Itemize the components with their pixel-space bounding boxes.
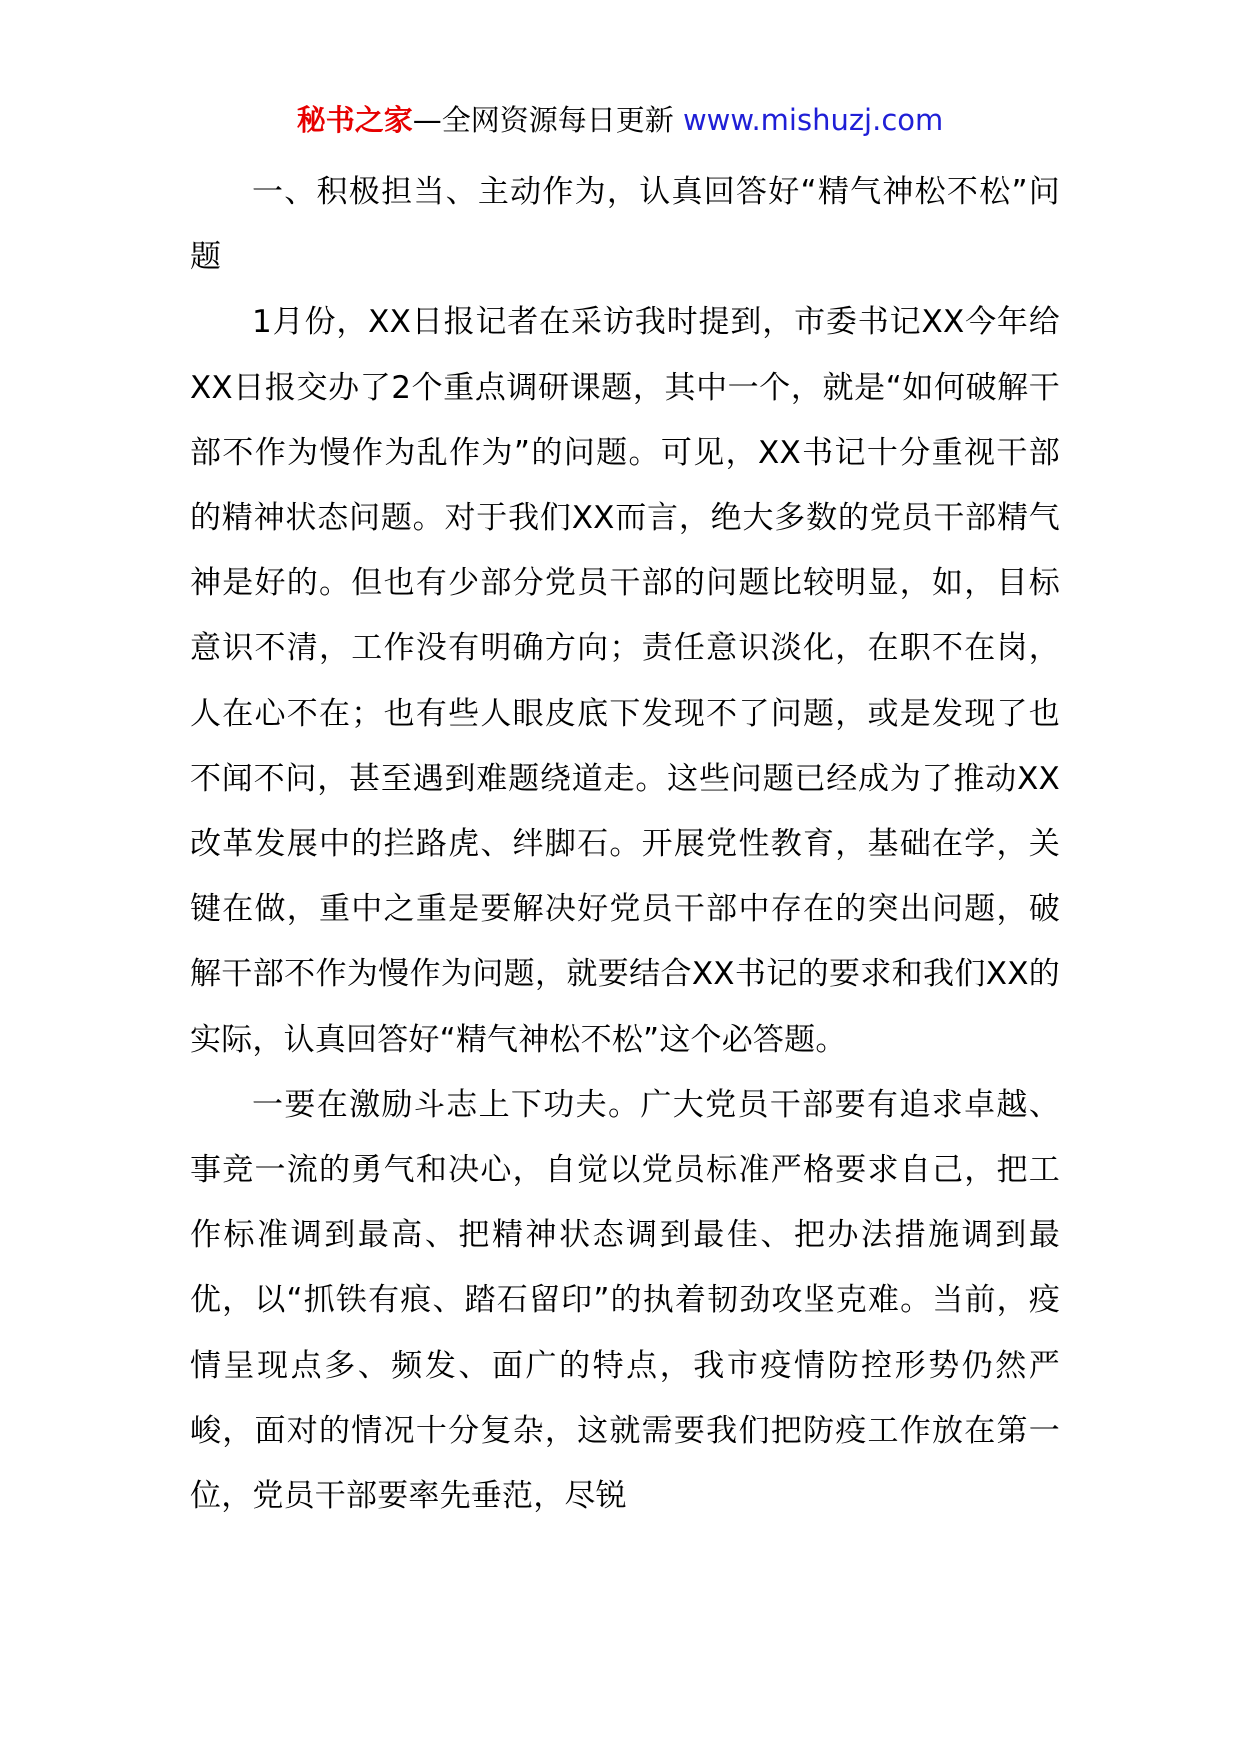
section-heading: 一、积极担当、主动作为，认真回答好“精气神松不松”问题 (190, 174, 1060, 276)
brand-name: 秘书之家 (296, 103, 413, 137)
header-slogan: —全网资源每日更新 (412, 103, 674, 137)
body-paragraph: 一要在激励斗志上下功夫。广大党员干部要有追求卓越、事竞一流的勇气和决心，自觉以党员标准严格要求自己，把工作标准调到最高、把精神状态调到最佳、把办法措施调到最优，以“抓铁有痕、踏石留印”的执着韧劲攻坚克难。当前，疫情呈现点多、频发、面广的特点，我市疫情防控形势仍然严峻，面对的情况十分复杂，这就需要我们把防疫工作放在第一位，党员干部要率先垂范，尽锐 (190, 1086, 1060, 1515)
page-header (0, 100, 1240, 140)
website-link[interactable]: www.mishuzj.com (682, 103, 944, 137)
document-body (190, 160, 1060, 1529)
body-paragraph: 1月份，XX日报记者在采访我时提到，市委书记XX今年给XX日报交办了2个重点调研课题，其中一个，就是“如何破解干部不作为慢作为乱作为”的问题。可见，XX书记十分重视干部的精神状态问题。对于我们XX而言，绝大多数的党员干部精气神是好的。但也有少部分党员干部的问题比较明显，如，目标意识不清，工作没有明确方向；责任意识淡化，在职不在岗，人在心不在；也有些人眼皮底下发现不了问题，或是发现了也不闻不问，甚至遇到难题绕道走。这些问题已经成为了推动XX改革发展中的拦路虎、绊脚石。开展党性教育，基础在学，关键在做，重中之重是要解决好党员干部中存在的突出问题，破解干部不作为慢作为问题，就要结合XX书记的要求和我们XX的实际，认真回答好“精气神松不松”这个必答题。 (190, 304, 1060, 1058)
